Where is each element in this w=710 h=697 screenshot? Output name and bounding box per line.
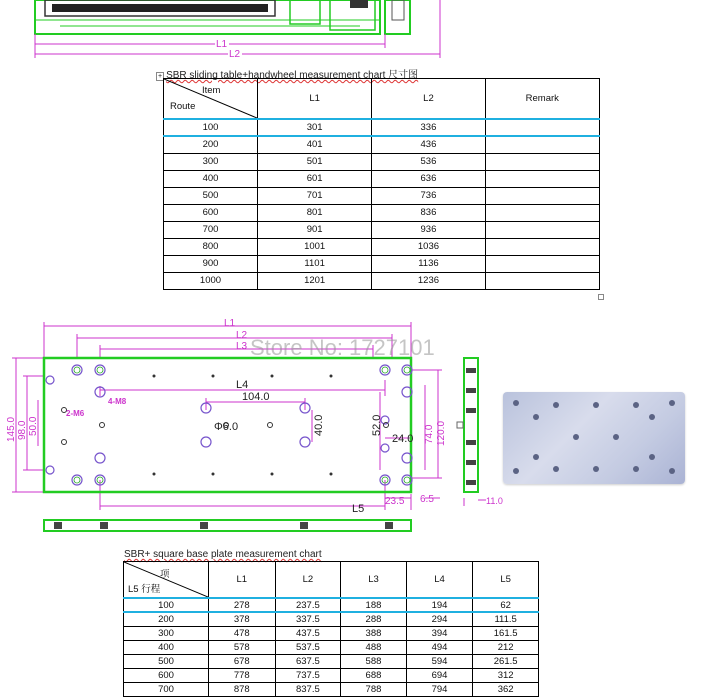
plate-phi6-label: Φ6.0 [214, 421, 239, 433]
table-cell: 637.5 [275, 654, 341, 668]
table-row [124, 668, 539, 682]
plate-120-label: 120.0 [436, 420, 447, 446]
top-l2-label: L2 [229, 49, 241, 60]
table-cell: 737.5 [275, 668, 341, 682]
table-cell: 494 [406, 640, 473, 654]
table-cell: 1136 [372, 255, 485, 272]
table2-caption-text: SBR+ square base plate measurement chart [124, 549, 322, 560]
table-cell: 537.5 [275, 640, 341, 654]
table-cell: 1036 [372, 238, 485, 255]
table2-route-label: L5 行程 [128, 584, 161, 595]
plate-52-label: 52.0 [371, 414, 383, 436]
table-cell: 900 [164, 255, 258, 272]
table-row [124, 654, 539, 668]
table-cell: 400 [164, 170, 258, 187]
table-cell: 237.5 [275, 598, 341, 612]
plate-11-label: 11.0 [486, 496, 503, 506]
plate-m6-label: 2-M6 [66, 409, 85, 418]
plate-50-label: 50.0 [28, 416, 39, 436]
table-cell: 600 [124, 668, 209, 682]
table-cell: 337.5 [275, 612, 341, 626]
top-l1-label: L1 [216, 39, 228, 50]
store-watermark: Store No: 1727101 [250, 335, 435, 360]
table-cell: 800 [164, 238, 258, 255]
table-cell: 901 [258, 221, 372, 238]
plate-l5-label: L5 [352, 503, 365, 515]
table-cell: 700 [124, 682, 209, 696]
table2-col-l2: L2 [275, 562, 341, 599]
table-row [124, 612, 539, 626]
table-cell: 801 [258, 204, 372, 221]
table-cell: 700 [164, 221, 258, 238]
table2-col-l4: L4 [406, 562, 473, 599]
table-cell: 200 [124, 612, 209, 626]
table1-col-l2: L2 [372, 79, 485, 120]
table2-corner-cell [124, 562, 209, 599]
table-cell: 500 [124, 654, 209, 668]
table-cell: 400 [124, 640, 209, 654]
table-cell: 300 [164, 153, 258, 170]
table-cell: 278 [209, 598, 276, 612]
table-cell: 188 [341, 598, 407, 612]
table-cell: 200 [164, 136, 258, 153]
table-move-handle-icon[interactable]: + [158, 73, 163, 80]
table-cell: 794 [406, 682, 473, 696]
table2-item-label: 项 [160, 569, 170, 580]
table1-route-label: Route [170, 101, 196, 112]
table-cell: 312 [473, 668, 539, 682]
table-row [124, 626, 539, 640]
table-cell: 401 [258, 136, 372, 153]
table-cell: 736 [372, 187, 485, 204]
table-cell: 536 [372, 153, 485, 170]
table-cell: 1000 [164, 272, 258, 289]
base-plate-photo [503, 392, 685, 484]
table2-body [124, 598, 539, 696]
table-cell: 388 [341, 626, 407, 640]
table-cell: 837.5 [275, 682, 341, 696]
table-cell: 694 [406, 668, 473, 682]
table-cell: 501 [258, 153, 372, 170]
plate-104-label: 104.0 [242, 391, 270, 403]
table-cell: 161.5 [473, 626, 539, 640]
plate-145-label: 145.0 [6, 416, 17, 442]
table-cell: 600 [164, 204, 258, 221]
table-cell: 500 [164, 187, 258, 204]
table2-col-l3: L3 [341, 562, 407, 599]
plate-l3-label: L3 [236, 341, 248, 352]
table-cell: 362 [473, 682, 539, 696]
table2 [123, 561, 539, 697]
table1-caption-text: SBR sliding table+handwheel measurement chart 尺寸图 [166, 70, 419, 81]
plate-l4-label: L4 [236, 379, 249, 391]
table-cell: 688 [341, 668, 407, 682]
table-cell: 836 [372, 204, 485, 221]
table-cell: 300 [124, 626, 209, 640]
plate-40-label: 40.0 [313, 414, 325, 436]
table2-col-l5: L5 [473, 562, 539, 599]
plate-m8-label: 4-M8 [108, 397, 127, 406]
table-cell: 378 [209, 612, 276, 626]
plate-98-label: 98.0 [17, 420, 28, 440]
table-cell: 1201 [258, 272, 372, 289]
table-cell: 62 [473, 598, 539, 612]
table-cell: 678 [209, 654, 276, 668]
table1-col-l1: L1 [258, 79, 372, 120]
table2-caption [124, 549, 322, 560]
table-cell: 288 [341, 612, 407, 626]
table1-col-remark: Remark [485, 79, 599, 120]
table-cell: 194 [406, 598, 473, 612]
plate-24-label: 24.0 [392, 433, 414, 445]
plate-l1-label: L1 [224, 318, 236, 329]
table-cell: 212 [473, 640, 539, 654]
table-cell: 100 [164, 119, 258, 136]
table-cell: 301 [258, 119, 372, 136]
table-cell: 478 [209, 626, 276, 640]
table-cell: 636 [372, 170, 485, 187]
table-cell: 578 [209, 640, 276, 654]
table-cell: 1001 [258, 238, 372, 255]
table-cell: 436 [372, 136, 485, 153]
table-cell: 100 [124, 598, 209, 612]
table-cell: 488 [341, 640, 407, 654]
table-cell: 394 [406, 626, 473, 640]
table2-col-l1: L1 [209, 562, 276, 599]
plate-235-label: 23.5 [385, 496, 405, 507]
table-cell: 294 [406, 612, 473, 626]
plate-74-label: 74.0 [424, 424, 435, 444]
plate-l2-label: L2 [236, 330, 248, 341]
table-cell: 936 [372, 221, 485, 238]
table-cell: 878 [209, 682, 276, 696]
table-cell: 788 [341, 682, 407, 696]
table-cell: 701 [258, 187, 372, 204]
table-cell: 778 [209, 668, 276, 682]
table-row [124, 640, 539, 654]
table-cell: 1101 [258, 255, 372, 272]
table1-item-label: Item [202, 85, 221, 96]
table2-header-row [124, 562, 539, 599]
table-cell: 1236 [372, 272, 485, 289]
plate-65-label: 6.5 [420, 494, 434, 505]
table-cell: 261.5 [473, 654, 539, 668]
table-cell: 588 [341, 654, 407, 668]
table-row [124, 598, 539, 612]
table-cell: 111.5 [473, 612, 539, 626]
table-cell: 601 [258, 170, 372, 187]
table-cell: 336 [372, 119, 485, 136]
table-cell: 594 [406, 654, 473, 668]
table-cell: 437.5 [275, 626, 341, 640]
